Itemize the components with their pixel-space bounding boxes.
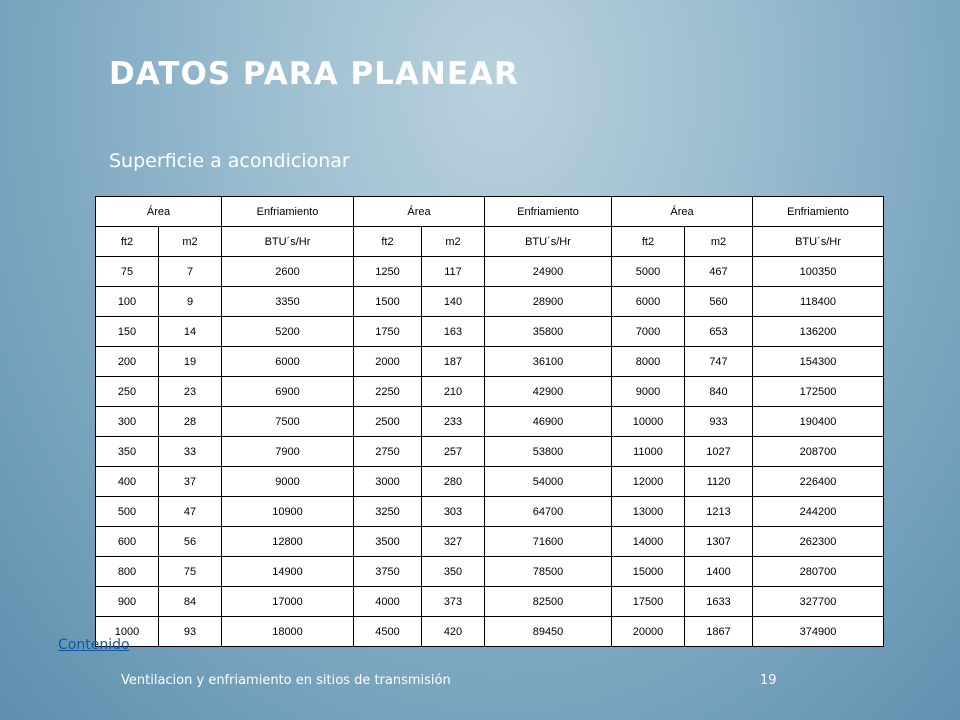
table-cell: 172500 — [753, 377, 884, 407]
table-cell: 35800 — [485, 317, 612, 347]
page-number: 19 — [760, 673, 777, 688]
table-cell: 20000 — [612, 617, 685, 647]
table-cell: 47 — [159, 497, 222, 527]
table-cell: 19 — [159, 347, 222, 377]
table-cell: 33 — [159, 437, 222, 467]
table-cell: 154300 — [753, 347, 884, 377]
slide-subtitle: Superficie a acondicionar — [109, 150, 350, 172]
table-cell: 36100 — [485, 347, 612, 377]
table-cell: 1750 — [354, 317, 422, 347]
unit-btu: BTU´s/Hr — [222, 227, 354, 257]
contenido-link[interactable]: Contenido — [58, 637, 130, 653]
table-cell: 150 — [96, 317, 159, 347]
table-cell: 46900 — [485, 407, 612, 437]
cooling-table-container — [95, 196, 884, 647]
table-cell: 210 — [422, 377, 485, 407]
table-cell: 84 — [159, 587, 222, 617]
table-cell: 1633 — [685, 587, 753, 617]
table-cell: 1027 — [685, 437, 753, 467]
table-cell: 54000 — [485, 467, 612, 497]
table-cell: 23 — [159, 377, 222, 407]
table-cell: 2000 — [354, 347, 422, 377]
table-cell: 10900 — [222, 497, 354, 527]
table-cell: 53800 — [485, 437, 612, 467]
table-cell: 9 — [159, 287, 222, 317]
cooling-table — [95, 196, 884, 647]
table-cell: 262300 — [753, 527, 884, 557]
table-cell: 6900 — [222, 377, 354, 407]
table-cell: 3350 — [222, 287, 354, 317]
table-cell: 15000 — [612, 557, 685, 587]
table-row — [96, 407, 884, 437]
table-cell: 244200 — [753, 497, 884, 527]
table-cell: 13000 — [612, 497, 685, 527]
table-cell: 14 — [159, 317, 222, 347]
header-cooling: Enfriamiento — [485, 197, 612, 227]
table-cell: 500 — [96, 497, 159, 527]
table-cell: 75 — [96, 257, 159, 287]
table-cell: 467 — [685, 257, 753, 287]
table-cell: 4000 — [354, 587, 422, 617]
slide-footer: Ventilacion y enfriamiento en sitios de transmisión — [121, 673, 451, 688]
table-cell: 14900 — [222, 557, 354, 587]
table-cell: 400 — [96, 467, 159, 497]
unit-btu: BTU´s/Hr — [753, 227, 884, 257]
table-cell: 14000 — [612, 527, 685, 557]
table-cell: 28900 — [485, 287, 612, 317]
table-cell: 208700 — [753, 437, 884, 467]
unit-m2: m2 — [422, 227, 485, 257]
table-row — [96, 287, 884, 317]
table-row — [96, 347, 884, 377]
table-row — [96, 617, 884, 647]
table-header — [96, 197, 884, 257]
unit-m2: m2 — [159, 227, 222, 257]
table-cell: 93 — [159, 617, 222, 647]
table-cell: 56 — [159, 527, 222, 557]
slide-title: DATOS PARA PLANEAR — [109, 56, 519, 92]
table-row — [96, 527, 884, 557]
table-cell: 327 — [422, 527, 485, 557]
table-cell: 117 — [422, 257, 485, 287]
table-cell: 7500 — [222, 407, 354, 437]
table-cell: 75 — [159, 557, 222, 587]
table-cell: 89450 — [485, 617, 612, 647]
unit-ft2: ft2 — [96, 227, 159, 257]
table-cell: 7000 — [612, 317, 685, 347]
table-row — [96, 467, 884, 497]
table-cell: 1867 — [685, 617, 753, 647]
table-row — [96, 497, 884, 527]
table-cell: 78500 — [485, 557, 612, 587]
table-units-row — [96, 227, 884, 257]
table-cell: 933 — [685, 407, 753, 437]
table-cell: 3000 — [354, 467, 422, 497]
table-cell: 250 — [96, 377, 159, 407]
table-row — [96, 317, 884, 347]
table-cell: 350 — [422, 557, 485, 587]
table-cell: 653 — [685, 317, 753, 347]
table-cell: 42900 — [485, 377, 612, 407]
table-cell: 24900 — [485, 257, 612, 287]
table-row — [96, 257, 884, 287]
table-cell: 280 — [422, 467, 485, 497]
table-cell: 280700 — [753, 557, 884, 587]
header-area: Área — [354, 197, 485, 227]
table-cell: 2750 — [354, 437, 422, 467]
table-cell: 900 — [96, 587, 159, 617]
table-cell: 374900 — [753, 617, 884, 647]
table-cell: 1400 — [685, 557, 753, 587]
table-cell: 6000 — [612, 287, 685, 317]
table-cell: 7 — [159, 257, 222, 287]
table-cell: 257 — [422, 437, 485, 467]
table-cell: 233 — [422, 407, 485, 437]
table-cell: 6000 — [222, 347, 354, 377]
table-cell: 1500 — [354, 287, 422, 317]
table-cell: 4500 — [354, 617, 422, 647]
table-cell: 28 — [159, 407, 222, 437]
table-cell: 2500 — [354, 407, 422, 437]
table-cell: 187 — [422, 347, 485, 377]
table-cell: 136200 — [753, 317, 884, 347]
table-cell: 17000 — [222, 587, 354, 617]
table-cell: 747 — [685, 347, 753, 377]
table-cell: 327700 — [753, 587, 884, 617]
table-cell: 3250 — [354, 497, 422, 527]
header-area: Área — [96, 197, 222, 227]
table-cell: 8000 — [612, 347, 685, 377]
table-cell: 3500 — [354, 527, 422, 557]
table-cell: 100350 — [753, 257, 884, 287]
unit-ft2: ft2 — [612, 227, 685, 257]
table-cell: 200 — [96, 347, 159, 377]
table-cell: 5000 — [612, 257, 685, 287]
table-cell: 1120 — [685, 467, 753, 497]
table-cell: 5200 — [222, 317, 354, 347]
table-cell: 1000 — [96, 617, 159, 647]
table-cell: 12000 — [612, 467, 685, 497]
table-cell: 9000 — [612, 377, 685, 407]
table-row — [96, 437, 884, 467]
table-cell: 560 — [685, 287, 753, 317]
table-cell: 9000 — [222, 467, 354, 497]
table-cell: 190400 — [753, 407, 884, 437]
table-cell: 17500 — [612, 587, 685, 617]
table-cell: 7900 — [222, 437, 354, 467]
table-cell: 71600 — [485, 527, 612, 557]
table-row — [96, 587, 884, 617]
table-body — [96, 257, 884, 647]
table-cell: 350 — [96, 437, 159, 467]
table-cell: 100 — [96, 287, 159, 317]
table-cell: 420 — [422, 617, 485, 647]
table-cell: 1213 — [685, 497, 753, 527]
header-cooling: Enfriamiento — [753, 197, 884, 227]
table-cell: 163 — [422, 317, 485, 347]
table-cell: 140 — [422, 287, 485, 317]
table-cell: 3750 — [354, 557, 422, 587]
table-cell: 18000 — [222, 617, 354, 647]
table-cell: 2600 — [222, 257, 354, 287]
unit-ft2: ft2 — [354, 227, 422, 257]
table-cell: 1307 — [685, 527, 753, 557]
table-cell: 11000 — [612, 437, 685, 467]
table-cell: 64700 — [485, 497, 612, 527]
table-cell: 2250 — [354, 377, 422, 407]
table-cell: 12800 — [222, 527, 354, 557]
table-cell: 303 — [422, 497, 485, 527]
table-cell: 118400 — [753, 287, 884, 317]
table-cell: 373 — [422, 587, 485, 617]
table-cell: 226400 — [753, 467, 884, 497]
table-cell: 37 — [159, 467, 222, 497]
table-cell: 800 — [96, 557, 159, 587]
table-row — [96, 557, 884, 587]
unit-btu: BTU´s/Hr — [485, 227, 612, 257]
table-group-row — [96, 197, 884, 227]
table-cell: 1250 — [354, 257, 422, 287]
table-cell: 82500 — [485, 587, 612, 617]
table-cell: 600 — [96, 527, 159, 557]
header-cooling: Enfriamiento — [222, 197, 354, 227]
header-area: Área — [612, 197, 753, 227]
table-row — [96, 377, 884, 407]
unit-m2: m2 — [685, 227, 753, 257]
table-cell: 10000 — [612, 407, 685, 437]
table-cell: 840 — [685, 377, 753, 407]
table-cell: 300 — [96, 407, 159, 437]
